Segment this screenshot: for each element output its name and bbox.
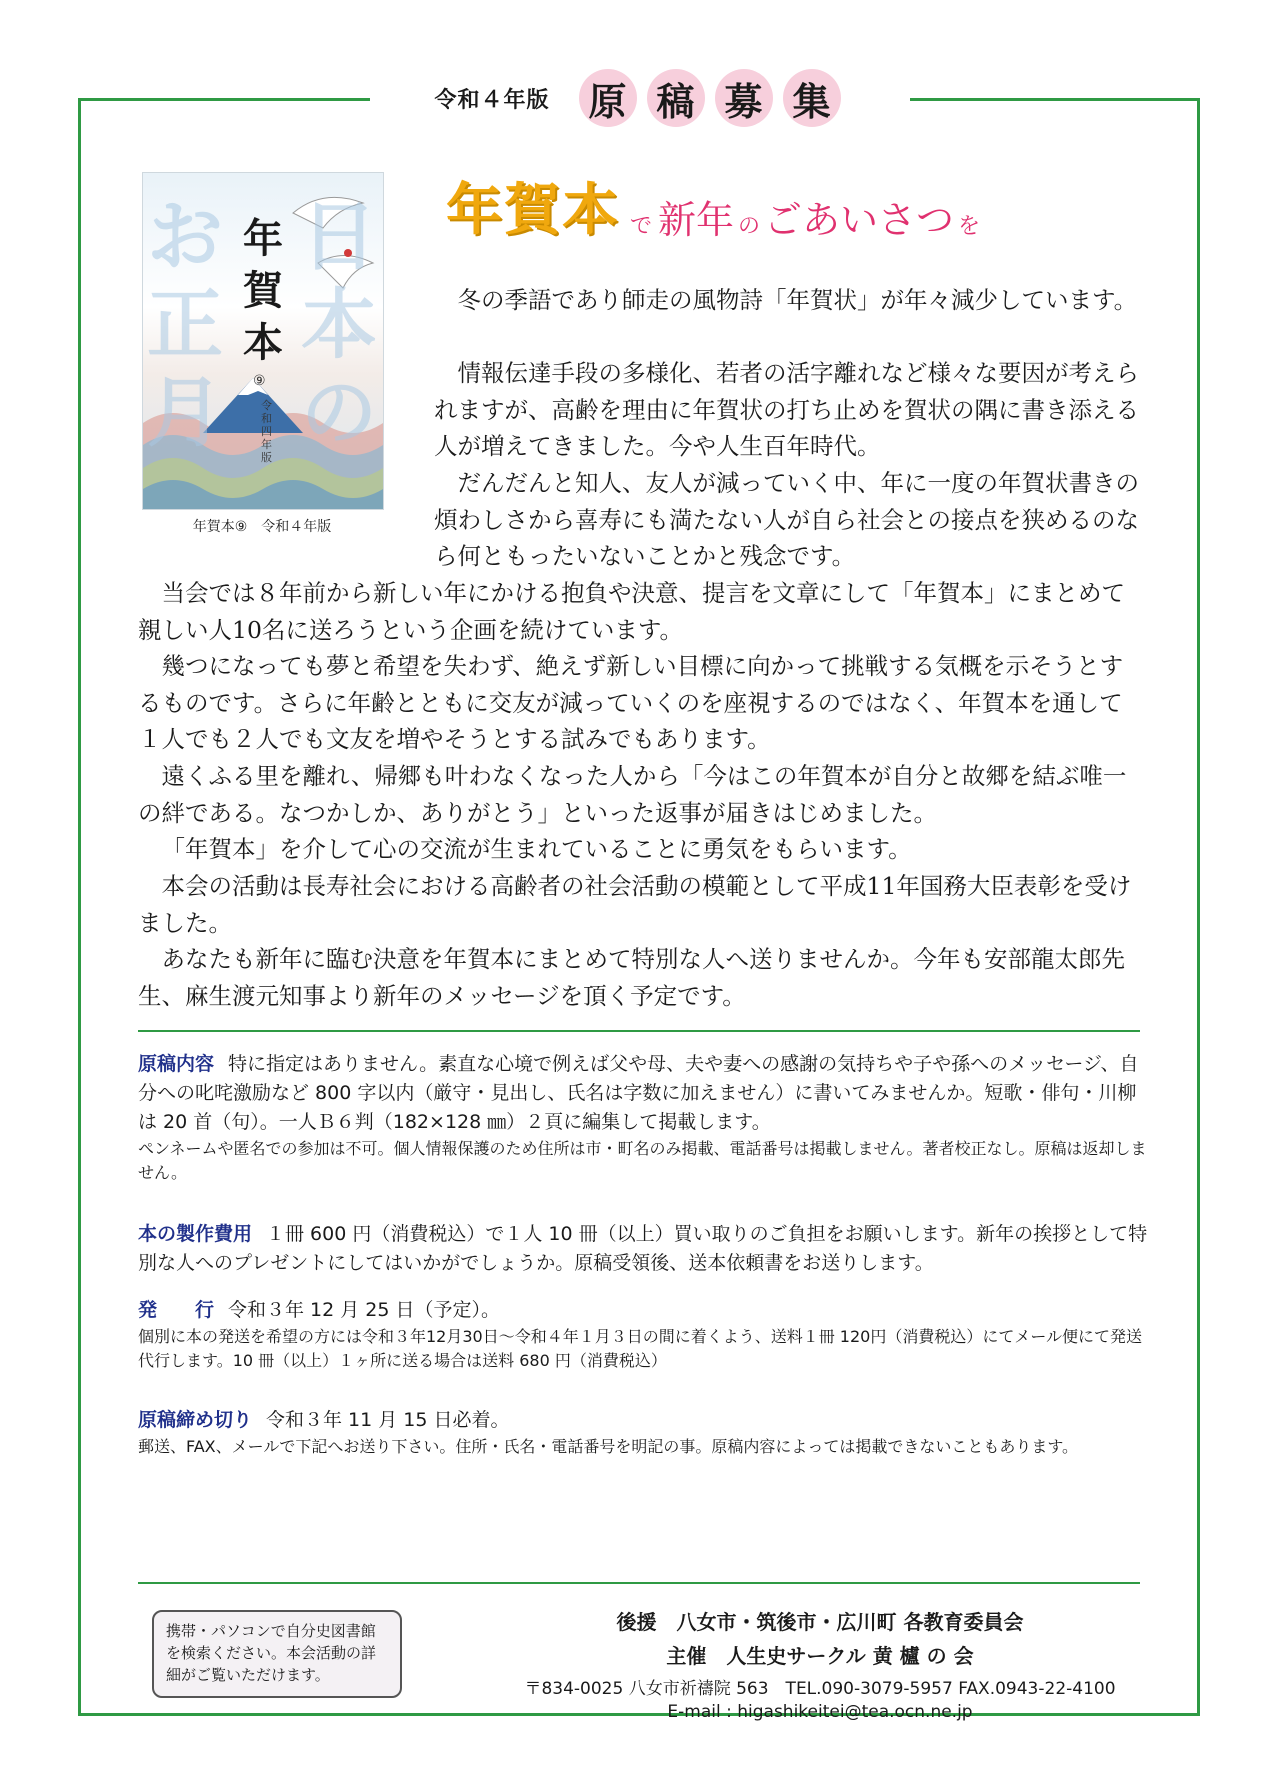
info-label-content: 原稿内容 bbox=[138, 1053, 215, 1075]
page-header bbox=[370, 62, 910, 134]
info-text-content: 特に指定はありません。素直な心境で例えば父や母、夫や妻への感謝の気持ちや子や孫へのメッセージ、自分への叱咤激励など 800 字以内（厳守・見出し、氏名は字数に加えません）に書いてみませんか。短歌・俳句・川柳は 20 首（句）。一人Ｂ６判（182×128 ㎜）２頁に編集して掲載します。 bbox=[138, 1053, 1139, 1133]
heading-particle: で bbox=[630, 214, 653, 239]
body-paragraph: 遠くふる里を離れ、帰郷も叶わなくなった人から「今はこの年賀本が自分と故郷を結ぶ唯一の絆である。なつかしか、ありがとう」といった返事が届きはじめました。 bbox=[138, 762, 1127, 827]
title-char: 稿 bbox=[647, 69, 705, 127]
book-cover-image bbox=[142, 172, 384, 510]
info-text-deadline: 令和３年 11 月 15 日必着。 bbox=[266, 1409, 510, 1431]
info-label-cost: 本の製作費用 bbox=[138, 1223, 253, 1245]
body-paragraph: 「年賀本」を介して心の交流が生まれていることに勇気をもらいます。 bbox=[161, 835, 912, 863]
edition-label: 令和４年版 bbox=[434, 87, 550, 113]
info-note-content: ペンネームや匿名での参加は不可。個人情報保護のため住所は市・町名のみ掲載、電話番号は掲載しません。著者校正なし。原稿は返却しません。 bbox=[138, 1139, 1147, 1182]
section-divider bbox=[138, 1030, 1140, 1032]
info-issue-section bbox=[138, 1296, 1148, 1373]
title-char: 原 bbox=[579, 69, 637, 127]
heading-particle: を bbox=[958, 214, 981, 239]
info-text-issue: 令和３年 12 月 25 日（予定）。 bbox=[228, 1299, 501, 1321]
title-char: 集 bbox=[783, 69, 841, 127]
cover-caption: 年賀本⑨ 令和４年版 bbox=[192, 519, 332, 535]
body-paragraph: 当会では８年前から新しい年にかける抱負や決意、提言を文章にして「年賀本」にまとめて親しい人10名に送ろうという企画を続けています。 bbox=[138, 579, 1125, 644]
body-paragraph: 幾つになっても夢と希望を失わず、絶えず新しい目標に向かって挑戦する気概を示そうとするものです。さらに年齢とともに交友が減っていくのを座視するのではなく、年賀本を通して１人でも２人でも文友を増やそうとする試みでもあります。 bbox=[138, 652, 1124, 753]
cover-title: 年賀本 bbox=[243, 215, 283, 366]
footer-support: 後援 八女市・筑後市・広川町 各教育委員会 bbox=[616, 1610, 1024, 1634]
footer-email[interactable]: E-mail : higashikeitei@tea.ocn.ne.jp bbox=[667, 1702, 973, 1722]
footer-address: 〒834-0025 八女市祈禱院 563 TEL.090-3079-5957 FAX.0943-22-4100 bbox=[524, 1679, 1116, 1699]
heading-mid: ごあいさつ bbox=[764, 198, 955, 242]
info-label-issue: 発 行 bbox=[138, 1299, 215, 1321]
heading-big: 年賀本 bbox=[446, 178, 620, 243]
title-char: 募 bbox=[715, 69, 773, 127]
body-paragraph: あなたも新年に臨む決意を年賀本にまとめて特別な人へ送りませんか。今年も安部龍太郎先生、麻生渡元知事より新年のメッセージを頂く予定です。 bbox=[138, 945, 1125, 1010]
info-text-cost: １冊 600 円（消費税込）で１人 10 冊（以上）買い取りのご負担をお願いします。新年の挨拶として特別な人へのプレゼントにしてはいかがでしょうか。原稿受領後、送本依頼書をお送りします。 bbox=[138, 1223, 1148, 1274]
search-note-box: 携帯・パソコンで自分史図書館を検索ください。本会活動の詳細がご覧いただけます。 bbox=[152, 1610, 402, 1698]
body-paragraph: 本会の活動は長寿社会における高齢者の社会活動の模範として平成11年国務大臣表彰を受けました。 bbox=[138, 872, 1132, 937]
heading-mid: 新年 bbox=[658, 198, 735, 242]
cover-bg-text-right: 日本の bbox=[301, 192, 377, 457]
info-cost-section bbox=[138, 1220, 1148, 1278]
footer-organizer: 主催 人生史サークル 黄 櫨 の 会 bbox=[666, 1644, 974, 1668]
heading-particle: の bbox=[738, 214, 761, 239]
info-note-issue: 個別に本の発送を希望の方には令和３年12月30日～令和４年１月３日の間に着くよう、送料１冊 120円（消費税込）にてメール便にて発送代行します。10 冊（以上）１ヶ所に送る場合は送料 680 円（消費税込） bbox=[138, 1327, 1143, 1370]
section-divider bbox=[138, 1582, 1140, 1584]
info-note-deadline: 郵送、FAX、メールで下記へお送り下さい。住所・氏名・電話番号を明記の事。原稿内容によっては掲載できないこともあります。 bbox=[138, 1437, 1079, 1456]
info-deadline-section bbox=[138, 1406, 1148, 1459]
body-paragraph: 冬の季語であり師走の風物詩「年賀状」が年々減少しています。 bbox=[457, 286, 1138, 314]
body-paragraph: だんだんと知人、友人が減っていく中、年に一度の年賀状書きの煩わしさから喜寿にも満たない人が自ら社会との接点を狭めるのなら何ともったいないことかと残念です。 bbox=[434, 469, 1139, 570]
cover-edition: 令和四年版 bbox=[261, 399, 272, 464]
main-heading bbox=[446, 176, 984, 246]
info-label-deadline: 原稿締め切り bbox=[138, 1409, 253, 1431]
info-content-section bbox=[138, 1050, 1148, 1185]
cover-bg-text-left: お正月 bbox=[147, 192, 223, 457]
body-paragraph: 情報伝達手段の多様化、若者の活字離れなど様々な要因が考えられますが、高齢を理由に年賀状の打ち止めを賀状の隅に書き添える人が増えてきました。今や人生百年時代。 bbox=[434, 359, 1139, 460]
cover-volume: ⑨ bbox=[253, 373, 266, 389]
